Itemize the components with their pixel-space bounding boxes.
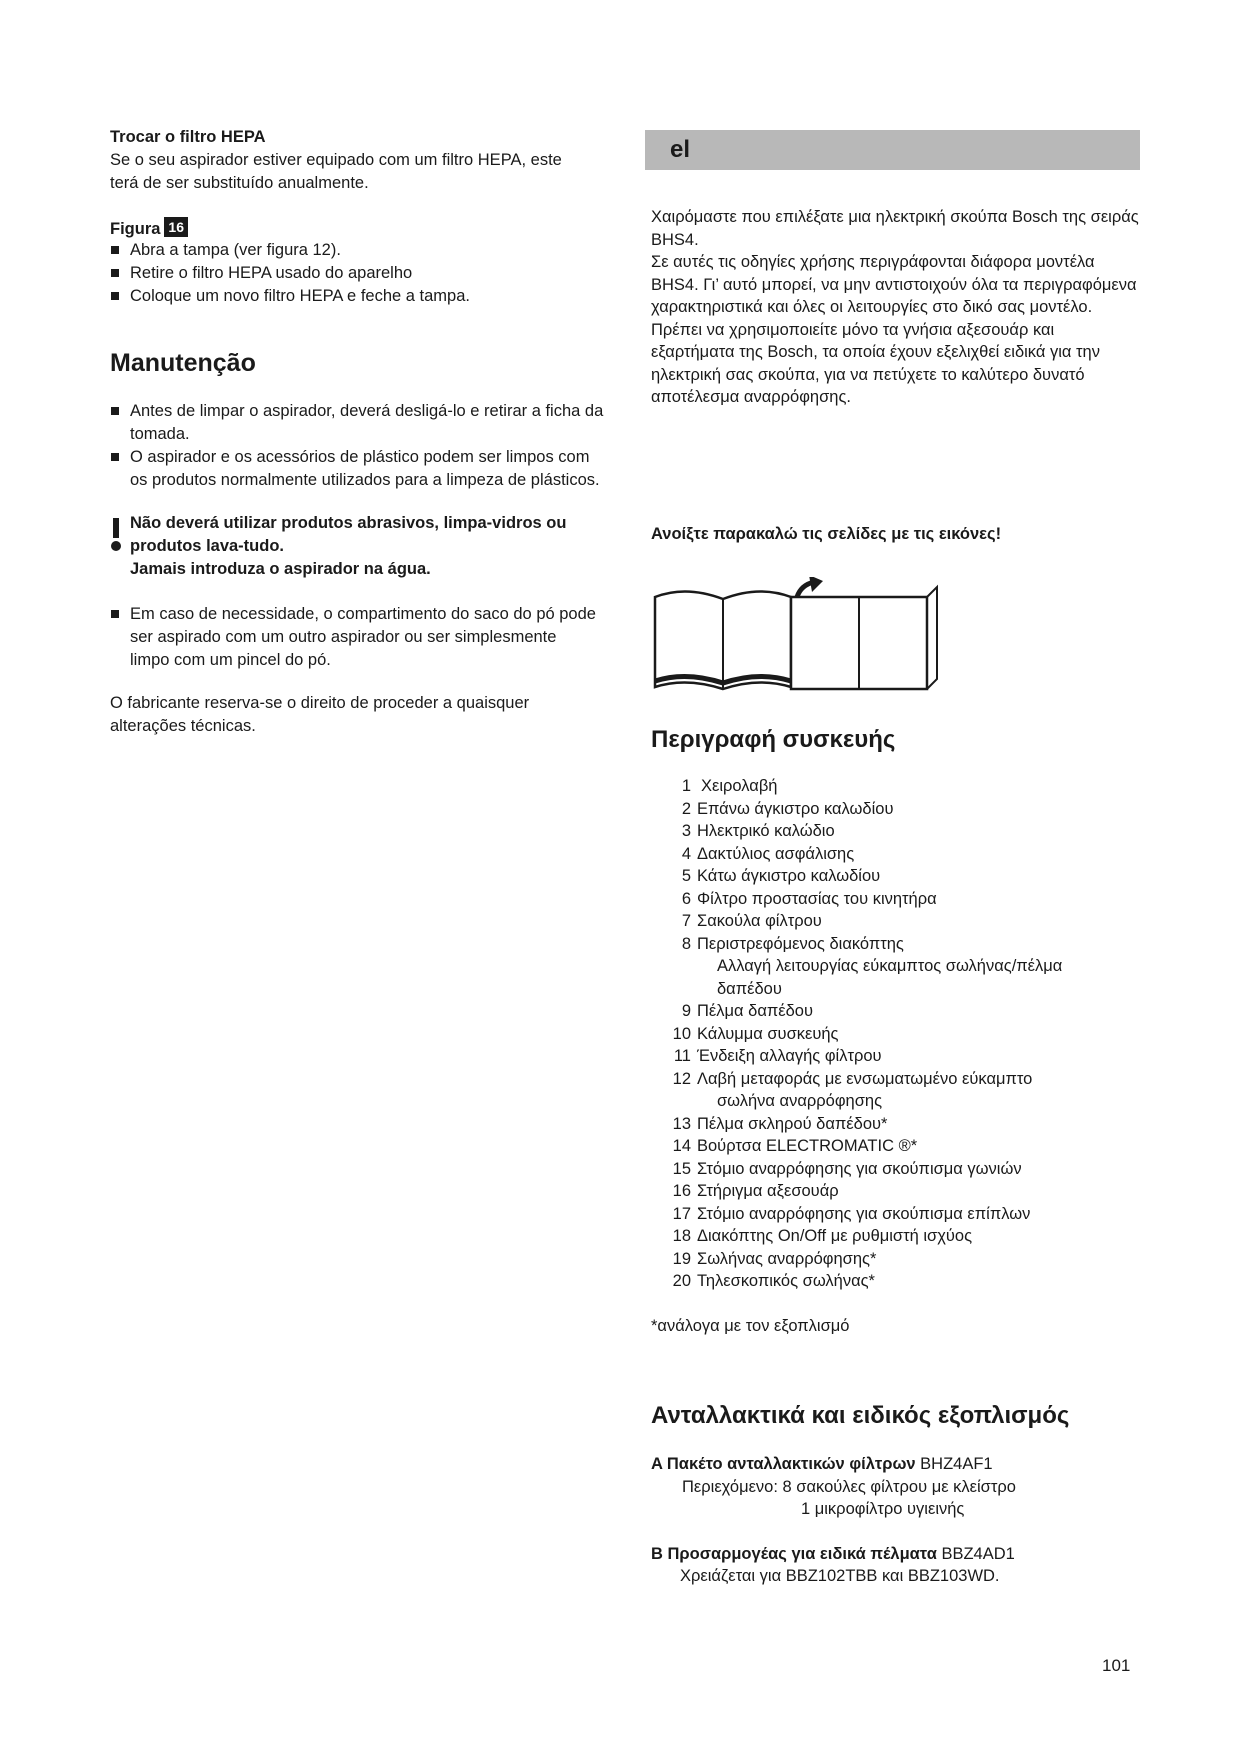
parts-list-item [651, 1113, 1139, 1136]
language-header-bar [645, 130, 1140, 170]
parts-list-item [651, 933, 1139, 956]
parts-list-item [651, 1180, 1139, 1203]
part-label: Διακόπτης On/Off με ρυθμιστή ισχύος [697, 1227, 973, 1245]
parts-list [651, 775, 1139, 1293]
part-label: Ηλεκτρικό καλώδιο [697, 822, 835, 840]
part-number: 19 [672, 1249, 691, 1268]
part-label: Τηλεσκοπικός σωλήνας* [697, 1272, 875, 1290]
maintenance-list [110, 400, 610, 492]
part-label-continuation: Αλλαγή λειτουργίας εύκαμπτος σωλήνας/πέλμα δαπέδου [717, 957, 1063, 998]
part-label: Στήριγμα αξεσουάρ [697, 1182, 839, 1200]
spare-a-code: BHZ4AF1 [920, 1455, 993, 1473]
parts-list-item [651, 865, 1139, 888]
parts-list-item [651, 1000, 1139, 1023]
figure-label-row [110, 217, 610, 241]
intro-text-3: Πρέπει να χρησιμοποιείτε μόνο τα γνήσια αξεσουάρ και εξαρτήματα της Bosch, τα οποία έχουν εξελιχθεί ειδικά για την ηλεκτρική σας σκούπα, για να πετύχετε το καλύτερο δυνατό αποτέλεσμα αναρρόφησης. [651, 320, 1100, 406]
part-number: 11 [673, 1047, 691, 1065]
parts-list-item [651, 798, 1139, 821]
part-label: Σωλήνας αναρρόφησης* [697, 1249, 877, 1268]
part-number: 15 [672, 1159, 691, 1178]
part-label: Ένδειξη αλλαγής φίλτρου [697, 1047, 882, 1065]
spare-b-note: Χρειάζεται για BBZ102TBB και BBZ103WD. [680, 1567, 1000, 1585]
parts-list-item [651, 1135, 1139, 1158]
parts-list-item [651, 888, 1139, 911]
hepa-step: Retire o filtro HEPA usado do aparelho [110, 262, 610, 285]
parts-list-item [651, 1248, 1139, 1271]
part-label: Κάτω άγκιστρο καλωδίου [697, 867, 881, 885]
spare-b-label: B Προσαρμογέας για ειδικά πέλματα [651, 1544, 937, 1563]
left-column [110, 126, 610, 738]
part-label: Δακτύλιος ασφάλισης [697, 844, 855, 863]
part-number: 12 [672, 1069, 691, 1088]
spare-a-contents-2: 1 μικροφίλτρο υγιεινής [801, 1500, 965, 1518]
part-number: 10 [672, 1024, 691, 1043]
part-number: 2 [681, 799, 691, 818]
manufacturer-note: O fabricante reserva-se o direito de proceder a quaisquer alterações técnicas. [110, 694, 530, 735]
part-label: Βούρτσα ELECTROMATIC ®* [697, 1137, 918, 1155]
right-column [651, 206, 1139, 1588]
parts-list-item-continuation [651, 955, 1139, 1000]
intro-text-2: Σε αυτές τις οδηγίες χρήσης περιγράφονται διάφορα μοντέλα BHS4. Γι’ αυτό μπορεί, να μην αντιστοιχούν όλα τα περιγραφόμενα χαρακτηριστικά και όλες οι λειτουργίες στο δικό σας μοντέλο. [651, 253, 1137, 316]
spare-a-label: A Πακέτο ανταλλακτικών φίλτρων [651, 1455, 916, 1473]
part-number: 16 [672, 1182, 691, 1200]
warning-block [110, 512, 600, 581]
warning-text: Não deverá utilizar produtos abrasivos, limpa-vidros ou produtos lava-tudo. [130, 514, 567, 555]
intro-text: Χαιρόμαστε που επιλέξατε μια ηλεκτρική σκούπα Bosch της σειράς BHS4. [651, 208, 1139, 249]
part-number: 1 [681, 777, 691, 795]
part-label: Πέλμα σκληρού δαπέδου* [697, 1114, 888, 1133]
part-label: Φίλτρο προστασίας του κινητήρα [697, 889, 937, 908]
part-label-continuation: σωλήνα αναρρόφησης [717, 1092, 883, 1110]
maintenance-list-2 [110, 603, 600, 672]
part-label: Περιστρεφόμενος διακόπτης [697, 934, 904, 953]
part-number: 7 [681, 912, 691, 930]
parts-list-item [651, 820, 1139, 843]
hepa-title: Trocar o filtro HEPA [110, 128, 266, 146]
open-pages-note: Ανοίξτε παρακαλώ τις σελίδες με τις εικόνες! [651, 524, 1002, 543]
part-number: 14 [672, 1137, 691, 1155]
spare-a-contents: Περιεχόμενο: 8 σακούλες φίλτρου με κλείστρο [682, 1477, 1016, 1496]
equipment-footnote: *ανάλογα με τον εξοπλισμό [651, 1316, 850, 1335]
figure-label: Figura [110, 220, 161, 238]
parts-list-item [651, 1270, 1139, 1293]
warning-text-2: Jamais introduza o aspirador na água. [130, 560, 431, 578]
parts-list-item [651, 1203, 1139, 1226]
spares-title: Ανταλλακτικά και ειδικός εξοπλισμός [651, 1402, 1070, 1429]
part-number: 9 [681, 1002, 691, 1020]
part-label: Επάνω άγκιστρο καλωδίου [697, 799, 894, 818]
exclamation-icon [110, 518, 122, 552]
part-number: 5 [681, 867, 691, 885]
spare-a-row [651, 1453, 1139, 1476]
hepa-step: Coloque um novo filtro HEPA e feche a tampa. [110, 285, 610, 308]
part-label: Στόμιο αναρρόφησης για σκούπισμα γωνιών [697, 1159, 1022, 1178]
language-code: el [670, 136, 691, 163]
parts-list-item [651, 775, 1139, 798]
part-number: 18 [672, 1227, 691, 1245]
open-pages-illustration [651, 577, 941, 697]
part-number: 3 [681, 822, 691, 840]
parts-list-item [651, 1158, 1139, 1181]
hepa-step: Abra a tampa (ver figura 12). [110, 239, 610, 262]
maintenance-item: Antes de limpar o aspirador, deverá desligá-lo e retirar a ficha da tomada. [110, 400, 610, 446]
maintenance-item: Em caso de necessidade, o compartimento do saco do pó pode ser aspirado com um outro aspirador ou ser simplesmente limpo com um pincel do pó. [110, 603, 600, 672]
spare-b-code: BBZ4AD1 [941, 1544, 1015, 1563]
figure-number-badge: 16 [164, 217, 188, 237]
part-number: 4 [681, 844, 691, 863]
part-number: 13 [672, 1114, 691, 1133]
part-label: Σακούλα φίλτρου [697, 912, 822, 930]
part-number: 17 [672, 1204, 691, 1223]
parts-list-item-continuation [651, 1090, 1139, 1113]
maintenance-title: Manutenção [110, 349, 256, 377]
part-label: Λαβή μεταφοράς με ενσωματωμένο εύκαμπτο [697, 1069, 1033, 1088]
part-label: Πέλμα δαπέδου [697, 1002, 813, 1020]
part-label: Κάλυμμα συσκευής [697, 1024, 839, 1043]
spare-b-row [651, 1543, 1139, 1566]
parts-list-item [651, 1045, 1139, 1068]
parts-list-item [651, 1023, 1139, 1046]
part-number: 20 [672, 1272, 691, 1290]
hepa-text: Se o seu aspirador estiver equipado com um filtro HEPA, este terá de ser substituído anualmente. [110, 151, 562, 192]
page-number: 101 [1102, 1656, 1131, 1675]
part-label: Στόμιο αναρρόφησης για σκούπισμα επίπλων [697, 1204, 1031, 1223]
parts-list-item [651, 910, 1139, 933]
parts-list-item [651, 843, 1139, 866]
hepa-steps-list [110, 239, 610, 308]
maintenance-item: O aspirador e os acessórios de plástico podem ser limpos com os produtos normalmente utilizados para a limpeza de plásticos. [110, 446, 610, 492]
parts-list-item [651, 1068, 1139, 1091]
part-label: Χειρολαβή [701, 777, 778, 795]
parts-list-item [651, 1225, 1139, 1248]
part-number: 8 [681, 934, 691, 953]
device-description-title: Περιγραφή συσκευής [651, 726, 896, 753]
part-number: 6 [681, 889, 691, 908]
